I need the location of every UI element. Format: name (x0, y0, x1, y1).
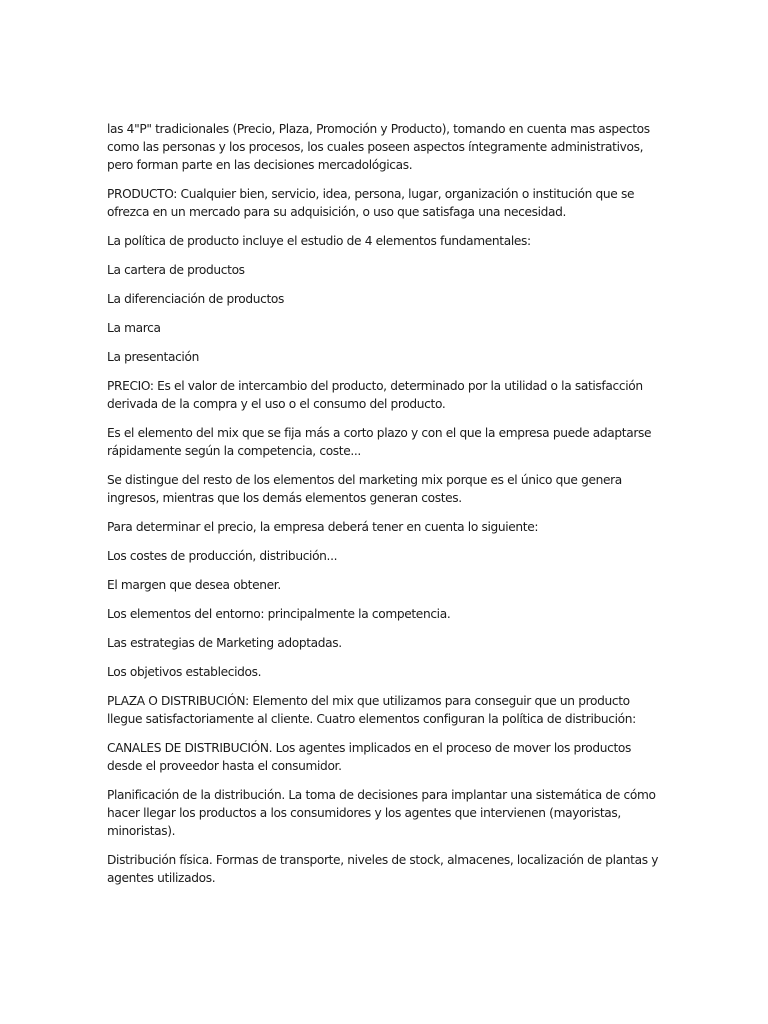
paragraph-distribucion-fisica: Distribución física. Formas de transporte, niveles de stock, almacenes, localización de plantas y agentes utilizados. (107, 853, 659, 885)
list-item: Los objetivos establecidos. (107, 665, 262, 679)
paragraph-determinar-precio: Para determinar el precio, la empresa deberá tener en cuenta lo siguiente: (107, 520, 539, 534)
document-body (107, 120, 667, 898)
list-item: Las estrategias de Marketing adoptadas. (107, 636, 342, 650)
list-item: La diferenciación de productos (107, 292, 284, 306)
list-item: Los elementos del entorno: principalmente la competencia. (107, 607, 451, 621)
list-item: El margen que desea obtener. (107, 578, 281, 592)
list-item: Los costes de producción, distribución... (107, 549, 338, 563)
paragraph-4p-intro: las 4"P" tradicionales (Precio, Plaza, Promoción y Producto), tomando en cuenta mas aspectos como las personas y los procesos, los cuales poseen aspectos íntegramente administrativos, pero forman parte en las decisiones mercadológicas. (107, 122, 650, 172)
paragraph-planificacion-distribucion: Planificación de la distribución. La toma de decisiones para implantar una sistemática de cómo hacer llegar los productos a los consumidores y los agentes que intervienen (mayoristas, minoristas). (107, 788, 656, 838)
paragraph-politica-producto: La política de producto incluye el estudio de 4 elementos fundamentales: (107, 234, 531, 248)
paragraph-canales-distribucion: CANALES DE DISTRIBUCIÓN. Los agentes implicados en el proceso de mover los productos desde el proveedor hasta el consumidor. (107, 741, 632, 773)
paragraph-precio-mix: Es el elemento del mix que se fija más a corto plazo y con el que la empresa puede adaptarse rápidamente según la competencia, coste... (107, 426, 652, 458)
paragraph-producto-definition: PRODUCTO: Cualquier bien, servicio, idea, persona, lugar, organización o institución que se ofrezca en un mercado para su adquisición, o uso que satisfaga una necesidad. (107, 187, 635, 219)
list-item: La cartera de productos (107, 263, 245, 277)
paragraph-precio-definition: PRECIO: Es el valor de intercambio del producto, determinado por la utilidad o la satisfacción derivada de la compra y el uso o el consumo del producto. (107, 379, 643, 411)
paragraph-plaza-definition: PLAZA O DISTRIBUCIÓN: Elemento del mix que utilizamos para conseguir que un producto llegue satisfactoriamente al cliente. Cuatro elementos configuran la política de distribución: (107, 694, 636, 726)
paragraph-precio-ingresos: Se distingue del resto de los elementos del marketing mix porque es el único que genera ingresos, mientras que los demás elementos generan costes. (107, 473, 622, 505)
list-item: La marca (107, 321, 161, 335)
list-item: La presentación (107, 350, 199, 364)
